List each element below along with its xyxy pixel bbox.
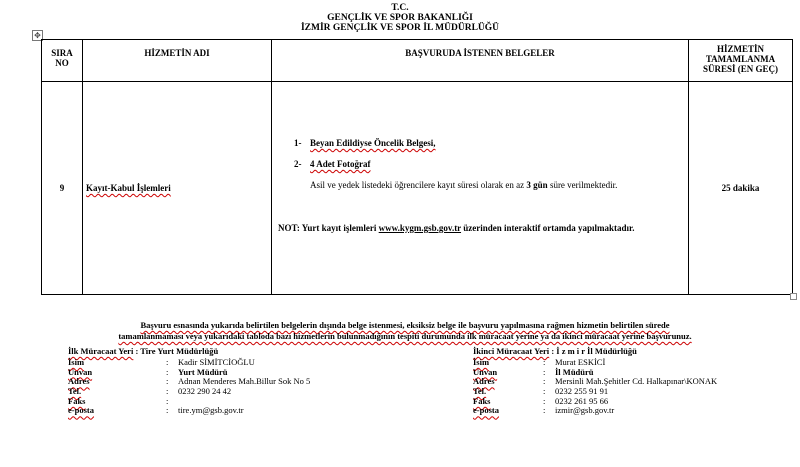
service-name: Kayıt-Kabul İşlemleri [83, 82, 272, 295]
resize-handle[interactable] [790, 293, 797, 300]
column-header-belgeler: BAŞVURUDA İSTENEN BELGELER [272, 40, 689, 82]
kygm-link[interactable]: www.kygm.gsb.gov.tr [378, 223, 462, 233]
row-number: 9 [42, 82, 83, 295]
notice-paragraph-line1: Başvuru esnasında yukarıda belirtilen belgelerin dışında belge istenmesi, eksiksiz belge ile başvuru yapılmasına rağmen hizmetin belirtilen sürede [140, 320, 670, 330]
list-item: e-posta : izmir@gsb.gov.tr [473, 405, 615, 416]
list-item: e-posta : tire.ym@gsb.gov.tr [68, 405, 244, 416]
first-contact [68, 347, 310, 416]
second-contact-title: İkinci Müracaat Yeri : İ z m i r İl Müdürlüğü [473, 346, 637, 356]
column-header-sure: HİZMETİN TAMAMLANMA SÜRESİ (EN GEÇ) [689, 40, 793, 82]
header-tc: T.C. [391, 3, 409, 13]
list-item: Tel. : 0232 290 24 42 [68, 386, 232, 397]
list-item: Tel. : 0232 255 91 91 [473, 386, 609, 397]
list-item: Adres : Adnan Menderes Mah.Billur Sok No 5 [68, 376, 311, 387]
column-header-hizmet-adi: HİZMETİN ADI [83, 40, 272, 82]
list-item: İsim : Kadir SİMİTCİOĞLU [68, 357, 255, 367]
list-item: Faks : [68, 395, 169, 406]
registration-note: NOT: Yurt kayıt işlemleri www.kygm.gsb.gov.tr üzerinden interaktif ortamda yapılmaktadır. [278, 223, 635, 233]
column-header-sira: SIRA NO [42, 40, 83, 82]
header-directorate: İZMİR GENÇLİK VE SPOR İL MÜDÜRLÜĞÜ [300, 23, 500, 33]
notice-paragraph-line2: tamamlanmaması veya yukarıdaki tabloda bazı hizmetlerin bulunmadığının tespiti durumunda ilk müracaat yerine ya da ikinci müracaat yerine başvurunuz. [118, 331, 692, 341]
document-item-1: 1- Beyan Edildiyse Öncelik Belgesi, [294, 138, 436, 148]
table-header-row [42, 40, 793, 82]
list-item: Faks : 0232 261 95 66 [473, 395, 609, 406]
list-item: Unvan : Yurt Müdürü [68, 366, 228, 377]
table-row [42, 82, 793, 295]
duration: 25 dakika [689, 82, 793, 295]
registration-period-info: Asil ve yedek listedeki öğrencilere kayıt süresi olarak en az 3 gün süre verilmektedir. [310, 180, 618, 190]
header-ministry: GENÇLİK VE SPOR BAKANLIĞI [327, 13, 473, 23]
document-item-2: 2- 4 Adet Fotoğraf [294, 159, 371, 169]
list-item: İsim : Murat ESKİCİ [473, 357, 606, 367]
move-icon[interactable]: ✥ [32, 30, 43, 41]
list-item: Adres : Mersinli Mah.Şehitler Cd. Halkapınar\KONAK [473, 376, 718, 387]
services-table [41, 39, 793, 295]
list-item: Unvan : İl Müdürü [473, 366, 594, 377]
second-contact [473, 347, 717, 416]
required-documents [272, 82, 689, 295]
first-contact-title: İlk Müracaat Yeri : Tire Yurt Müdürlüğü [68, 346, 219, 356]
